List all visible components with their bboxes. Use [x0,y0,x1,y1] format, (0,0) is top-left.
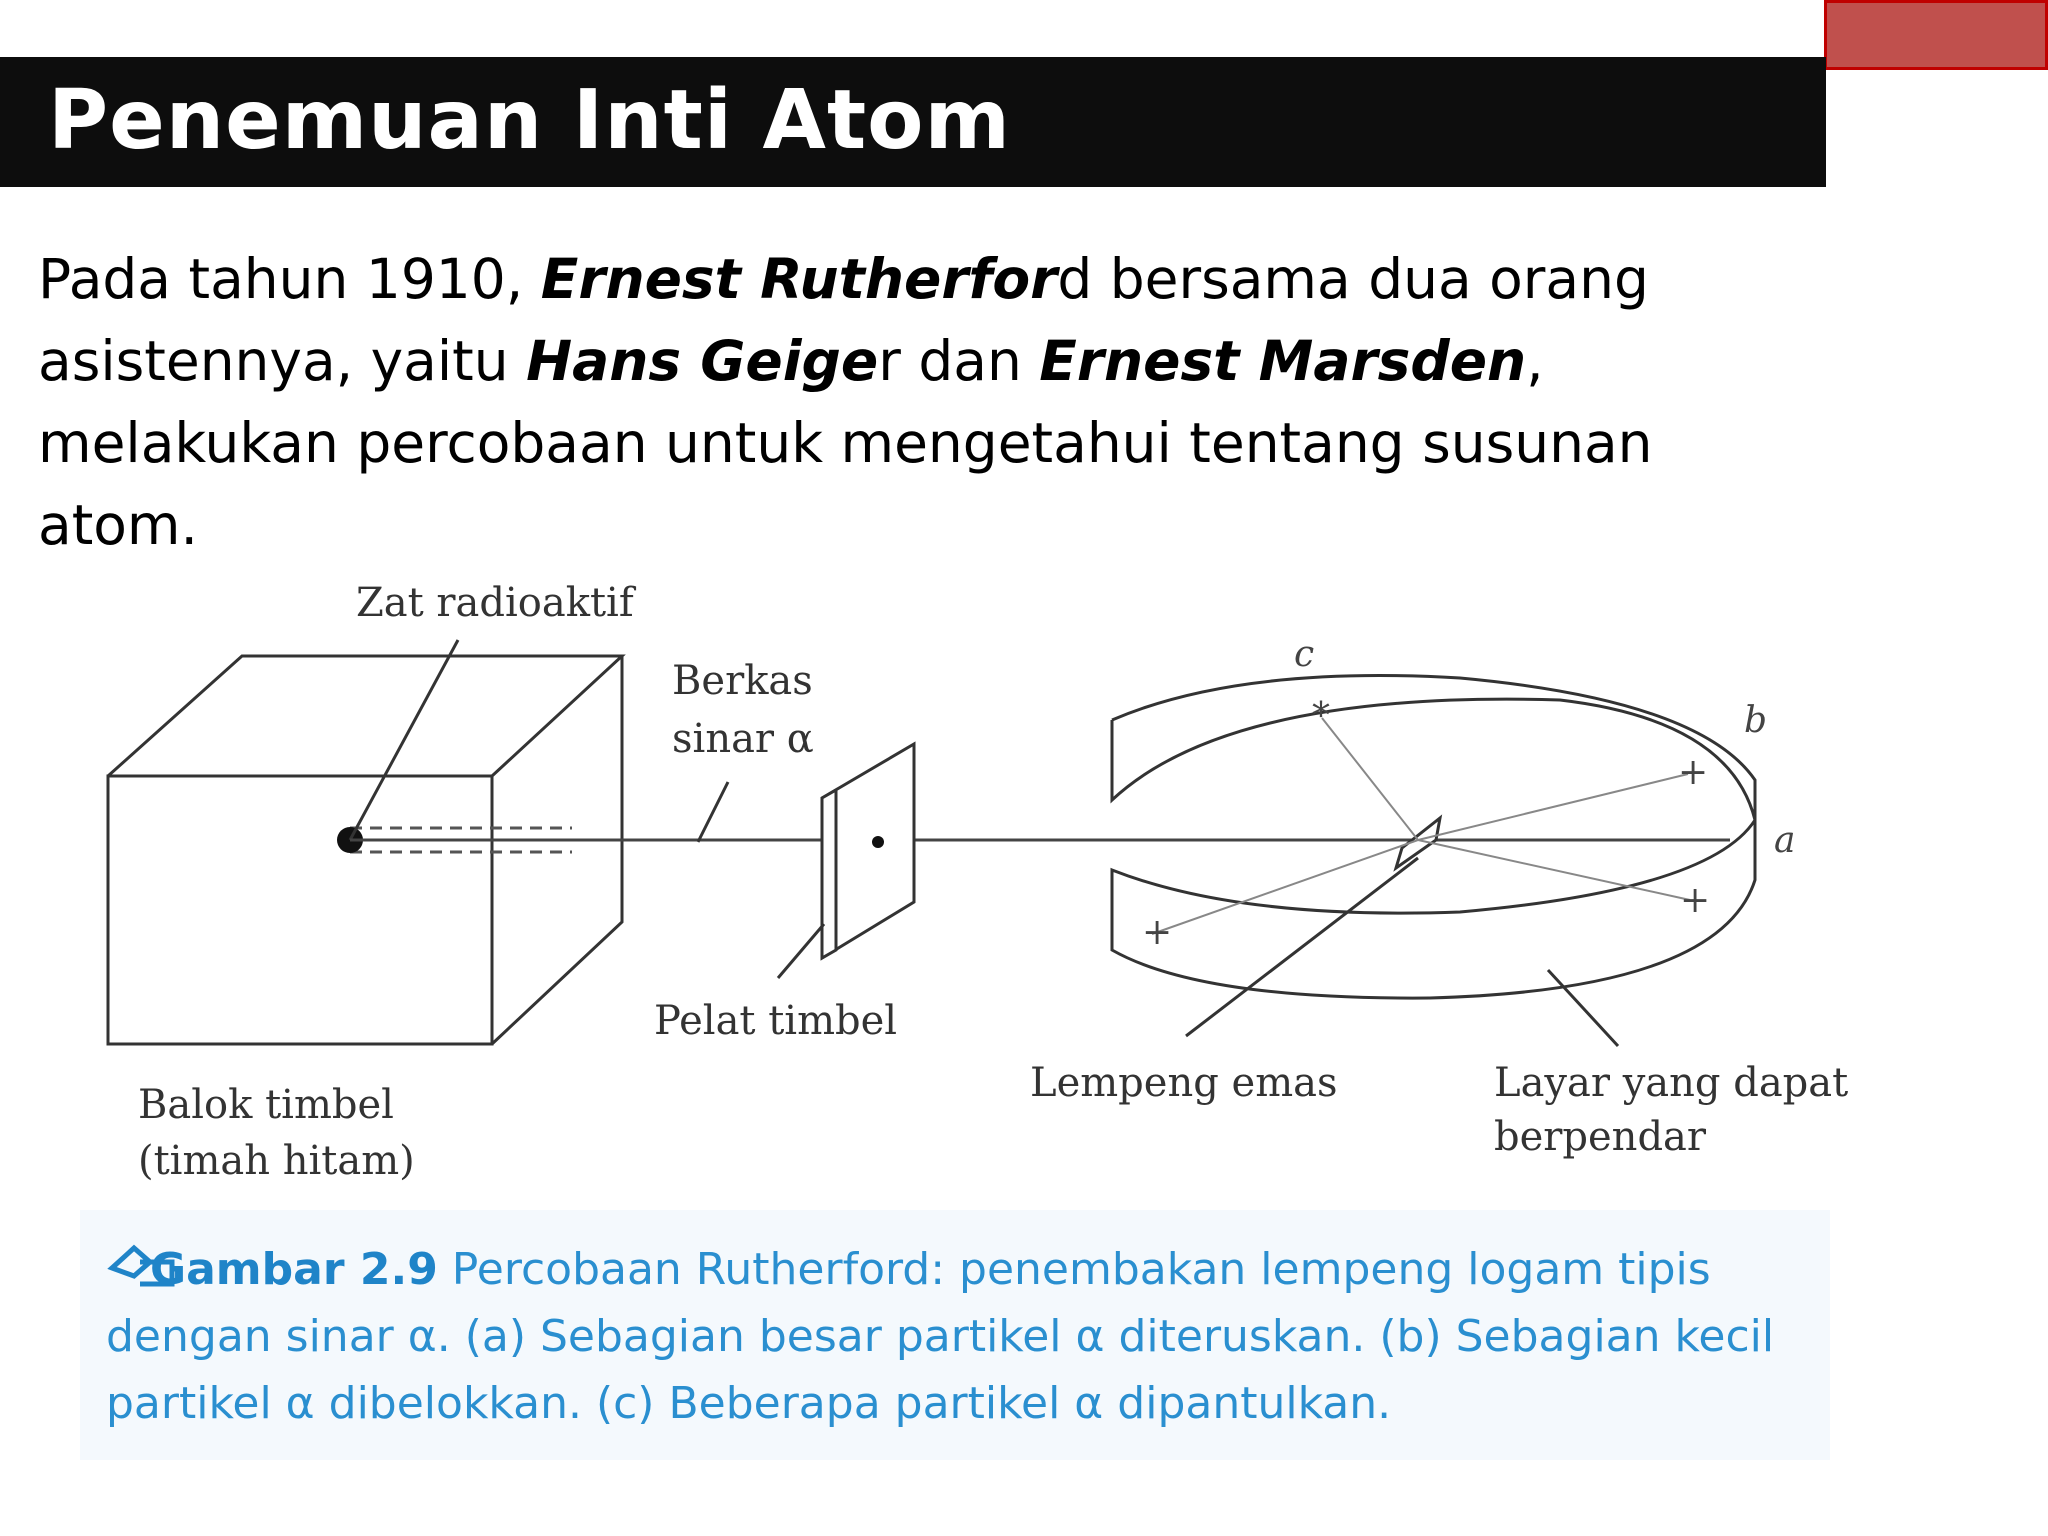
screen-pointer-line [1548,970,1618,1046]
mark-b: + [1678,752,1709,793]
label-berkas-line1: Berkas [672,658,813,704]
slide-title: Penemuan Inti Atom [48,73,1011,168]
intro-text-4: , melakukan percobaan untuk mengetahui tentang susunan atom. [38,329,1653,557]
caption-text: Percobaan Rutherford: penembakan lempeng logam tipis dengan sinar α. (a) Sebagian besar partikel α diteruskan. (b) Sebagian kecil partikel α dibelokkan. (c) Beberapa partikel α dipantulkan. [106,1244,1775,1429]
beam-pointer-line [698,782,728,842]
label-path-a: a [1774,820,1796,861]
label-path-b: b [1744,700,1768,741]
intro-text-3: r dan [878,329,1040,393]
label-berkas-line2: sinar α [672,716,814,762]
label-zat-radioaktif: Zat radioaktif [356,580,634,626]
label-pelat-timbel: Pelat timbel [654,998,898,1044]
name-geiger: Hans Geige [526,329,879,393]
lead-block [108,656,622,1044]
label-lempeng-emas: Lempeng emas [1030,1060,1338,1106]
foil-pointer-line [1186,858,1418,1036]
label-path-c: c [1294,634,1315,675]
name-rutherford: Ernest Rutherfor [540,247,1058,311]
mark-c: * [1312,696,1330,737]
label-balok-line2: (timah hitam) [138,1138,415,1184]
lead-plate [822,744,914,958]
label-balok-line1: Balok timbel [138,1082,394,1128]
label-layar-line1: Layar yang dapat [1494,1060,1849,1106]
intro-text-2: d bersama dua orang asistennya, yaitu [38,247,1649,393]
mark-a: + [1680,880,1711,921]
source-pointer-line [350,640,458,840]
plate-pointer-line [778,924,824,978]
label-layar-line2: berpendar [1494,1114,1707,1160]
caption-head: Gambar 2.9 [150,1244,438,1295]
intro-text-1: Pada tahun 1910, [38,247,541,311]
figure-caption [106,1236,1826,1437]
name-marsden: Ernest Marsden [1039,329,1527,393]
plate-hole [872,836,884,848]
mark-d: + [1142,912,1173,953]
